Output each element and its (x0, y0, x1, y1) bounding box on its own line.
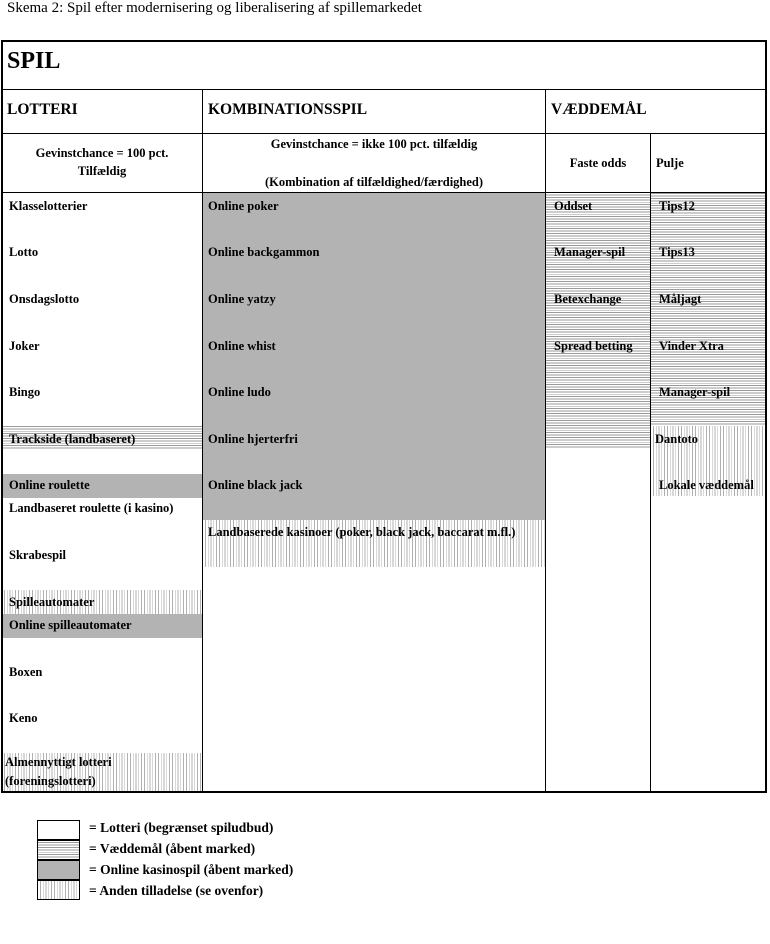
lotteri-item: Spilleautomater (9, 595, 95, 609)
divider-lotteri (202, 89, 203, 792)
lotteri-item: Onsdagslotto (9, 292, 80, 306)
pulje-item: Måljagt (659, 292, 702, 306)
colhead-lotteri: LOTTERI (7, 101, 78, 118)
kombination-item: Online black jack (208, 478, 303, 492)
legend-label: = Anden tilladelse (se ovenfor) (89, 883, 264, 898)
pulje-item: Lokale væddemål (659, 478, 754, 492)
pulje-item: Dantoto (655, 432, 699, 446)
colhead-kombination: KOMBINATIONSSPIL (208, 101, 368, 118)
kombination-item: Online poker (208, 199, 279, 213)
divider-pulje (650, 133, 651, 792)
divider-kombination (545, 89, 546, 792)
figure-caption: Skema 2: Spil efter modernisering og liberalisering af spillemarkedet (7, 0, 422, 16)
lotteri-item: Trackside (landbaseret) (9, 432, 136, 446)
kombination-item: Online ludo (208, 385, 271, 399)
pulje-item: Manager-spil (659, 385, 731, 399)
sub-lotteri-line2: Tilfældig (77, 164, 127, 178)
sub-kombination-line2: (Kombination af tilfældighed/færdighed) (264, 175, 484, 189)
colhead-vaeddemaal: VÆDDEMÅL (551, 101, 647, 118)
lotteri-item: Bingo (9, 385, 41, 399)
rule-below-subheads (2, 192, 766, 193)
faste-odds-item: Spread betting (554, 339, 633, 353)
faste-odds-item: Manager-spil (554, 245, 626, 259)
kombination-item: Online hjerterfri (208, 432, 298, 446)
kombination-item: Online backgammon (208, 245, 320, 259)
pulje-item: Tips12 (659, 199, 695, 213)
sub-faste-odds: Faste odds (569, 156, 627, 170)
sub-pulje: Pulje (656, 156, 684, 170)
lotteri-item: Lotto (9, 245, 39, 259)
legend-label: = Væddemål (åbent marked) (89, 841, 256, 856)
lotteri-item: Landbaseret roulette (i kasino) (9, 501, 174, 515)
rule-below-title (2, 89, 766, 90)
sub-lotteri (2, 144, 202, 180)
sub-kombination (203, 135, 545, 192)
sub-lotteri-line1: Gevinstchance = 100 pct. (35, 146, 169, 160)
kombination-item: Online yatzy (208, 292, 276, 306)
lotteri-item: Klasselotterier (9, 199, 88, 213)
faste-odds-item: Oddset (554, 199, 593, 213)
lotteri-item: Keno (9, 711, 38, 725)
legend-label: = Lotteri (begrænset spiludbud) (89, 820, 274, 835)
legend-swatch-lotteri (37, 820, 80, 840)
table-title: SPIL (7, 48, 61, 74)
lotteri-item: Boxen (9, 665, 43, 679)
lotteri-item: (foreningslotteri) (5, 774, 96, 788)
pulje-item: Vinder Xtra (659, 339, 724, 353)
legend-label: = Online kasinospil (åbent marked) (89, 862, 294, 877)
rule-below-colheads (2, 133, 766, 134)
lotteri-item: Skrabespil (9, 548, 66, 562)
legend-swatch-anden (37, 880, 80, 900)
lotteri-item: Almennyttigt lotteri (5, 755, 112, 769)
lotteri-item: Online roulette (9, 478, 90, 492)
legend-swatch-kasino (37, 860, 80, 880)
kombination-item: Online whist (208, 339, 276, 353)
sub-kombination-line1: Gevinstchance = ikke 100 pct. tilfældig (270, 137, 478, 151)
lotteri-item: Online spilleautomater (9, 618, 132, 632)
legend-swatch-vaeddemaal (37, 840, 80, 860)
lotteri-item: Joker (9, 339, 40, 353)
pulje-item: Tips13 (659, 245, 695, 259)
faste-odds-item: Betexchange (554, 292, 622, 306)
kombination-item: Landbaserede kasinoer (poker, black jack, baccarat m.fl.) (208, 525, 516, 539)
